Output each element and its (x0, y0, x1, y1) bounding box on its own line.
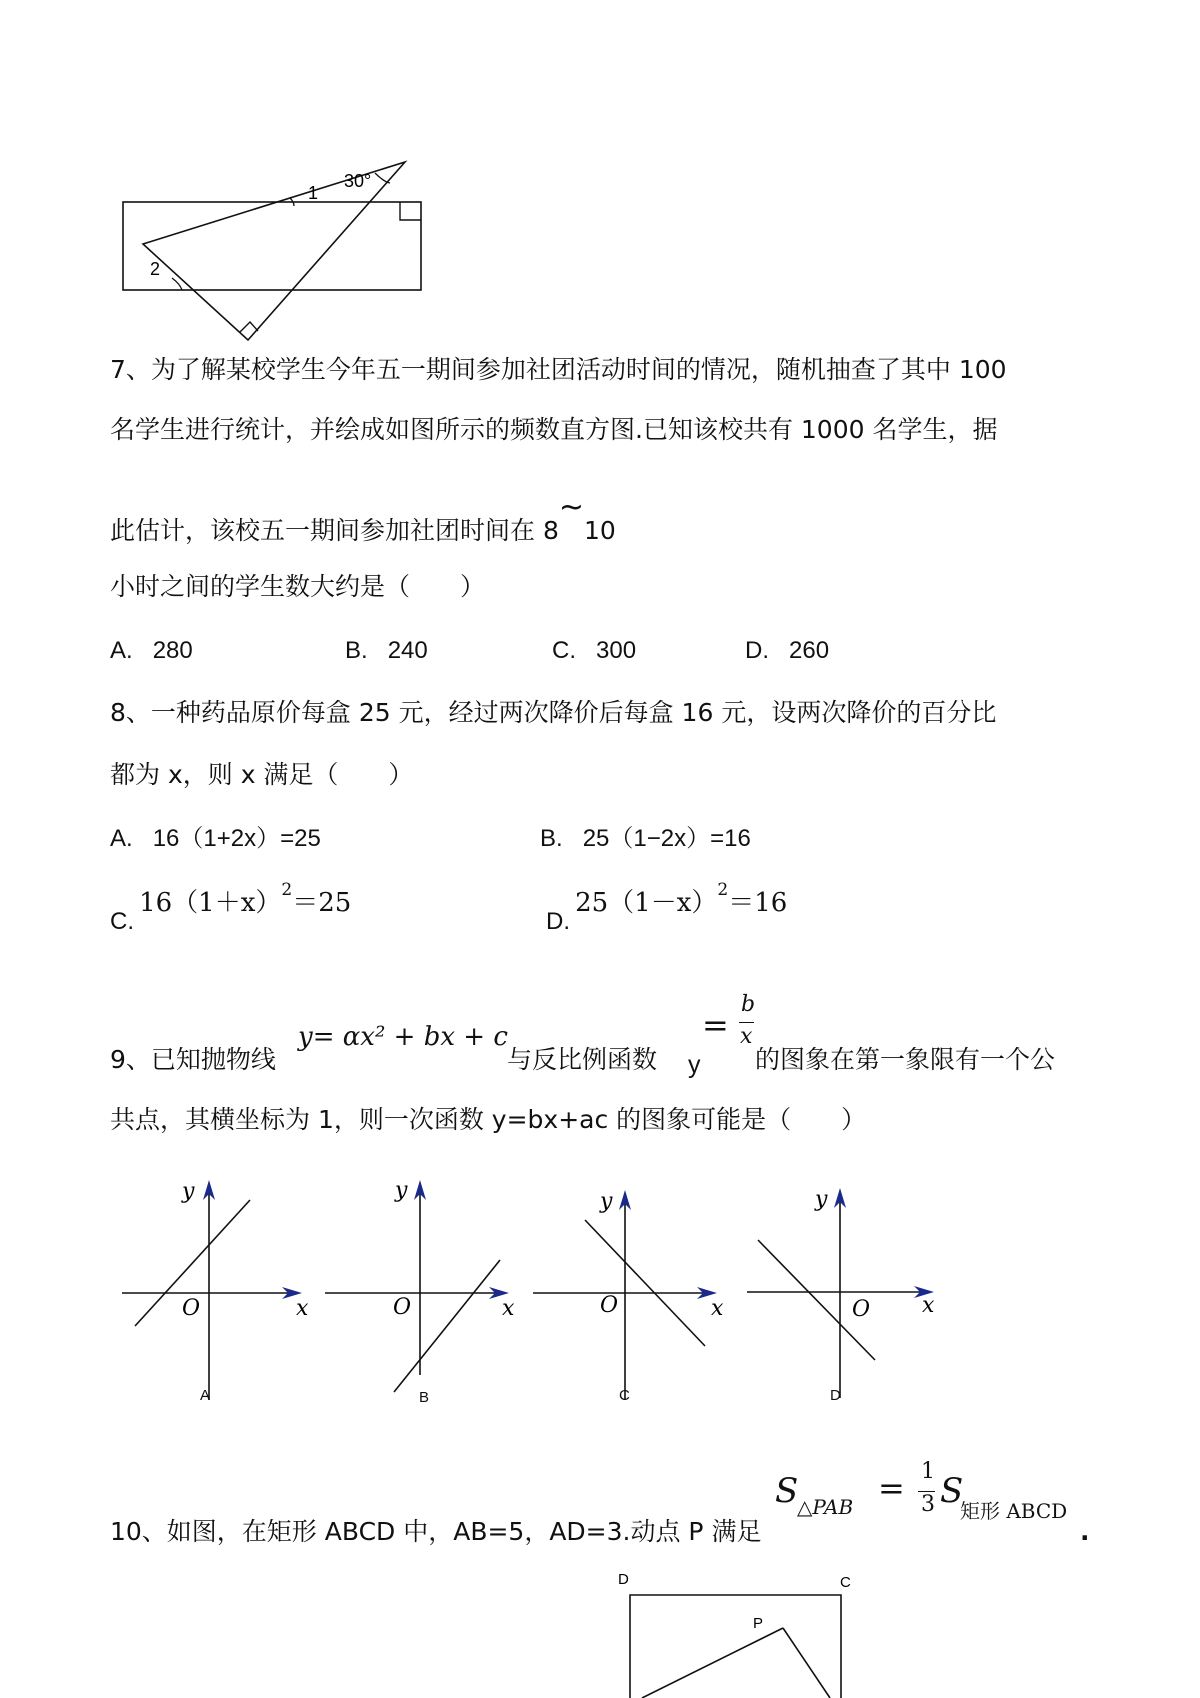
q6-triangle-right-angle-mark (240, 322, 258, 332)
q10-equals: = (878, 1469, 905, 1507)
y-axis-label: y (182, 1179, 195, 1204)
q8-option-b[interactable]: B. 25（1−2x）=16 (540, 825, 751, 852)
q10-frac-den: 3 (921, 1492, 935, 1517)
q8-option-c[interactable] (110, 880, 352, 935)
q10-segment-pb (783, 1628, 830, 1698)
q7-line-3 (110, 490, 616, 546)
origin-label: O (393, 1295, 412, 1320)
q10-formula (775, 1459, 1095, 1535)
q7-option-b[interactable]: B. 240 (345, 637, 428, 664)
q6-angle-arc-2 (172, 278, 182, 290)
q9-y: y (688, 1051, 701, 1079)
x-axis-label: x (502, 1296, 515, 1321)
q8-option-d[interactable] (546, 880, 788, 935)
q7-option-c[interactable]: C. 300 (552, 637, 637, 664)
q7-option-a[interactable]: A. 280 (110, 637, 193, 664)
q8-option-a[interactable]: A. 16（1+2x）=25 (110, 825, 321, 852)
q8-option-d-formula: 25（1－x） (575, 888, 718, 918)
q9-graph-a-label: A (200, 1387, 211, 1404)
q7-line-1: 7、为了解某校学生今年五一期间参加社团活动时间的情况，随机抽查了其中 100 (110, 355, 1007, 384)
origin-label: O (182, 1296, 201, 1321)
q10-S2: S (940, 1471, 964, 1511)
q9-graph-d-label: D (830, 1387, 841, 1404)
q10-segment-ap (642, 1628, 783, 1698)
q9-graph-a[interactable] (110, 1170, 310, 1420)
q8-option-c-letter: C. (110, 908, 134, 935)
q9-prefix: 9、已知抛物线 (110, 1045, 276, 1074)
x-axis-label: x (296, 1296, 309, 1321)
q9-mid: 与反比例函数 (507, 1045, 658, 1074)
q9-suffix: 的图象在第一象限有一个公 (755, 1045, 1056, 1074)
x-axis-label: x (711, 1296, 724, 1321)
q9-graph-b[interactable] (320, 1170, 520, 1420)
y-axis-label: y (395, 1178, 408, 1203)
q8-line-1: 8、一种药品原价每盒 25 元，经过两次降价后每盒 16 元，设两次降价的百分比 (110, 698, 997, 727)
origin-label: O (852, 1297, 871, 1322)
q8-option-c-formula: 16（1＋x） (139, 888, 282, 918)
q6-rect-right-angle-mark (400, 202, 421, 220)
q8-option-d-sup: 2 (717, 880, 729, 900)
q7-option-d-text: 260 (789, 637, 830, 664)
y-axis-label: y (600, 1189, 613, 1214)
q8-option-d-letter: D. (546, 908, 570, 935)
q7-line-3-text: 此估计，该校五一期间参加社团时间在 8 (110, 516, 559, 545)
graph-line (585, 1220, 705, 1346)
q7-line-4: 小时之间的学生数大约是（ ） (110, 572, 486, 601)
graph-line (394, 1260, 500, 1392)
q7-option-b-text: 240 (387, 637, 428, 664)
q9-frac-line (739, 1022, 754, 1023)
q9-equals: = (702, 1006, 729, 1044)
q10-frac-num: 1 (921, 1459, 935, 1484)
q10-label-P: P (753, 1615, 764, 1632)
x-axis-label: x (922, 1293, 935, 1318)
q8-option-a-text: 16（1+2x）=25 (152, 825, 321, 852)
q9-frac-num: b (741, 992, 756, 1017)
q6-label-2: 2 (150, 259, 161, 279)
q9-graph-c-label: C (619, 1387, 630, 1404)
q10-S1: S (775, 1471, 799, 1511)
q6-label-30: 30° (344, 171, 372, 191)
q9-frac-den: x (740, 1024, 753, 1049)
y-axis-label: y (815, 1187, 828, 1212)
q6-label-1: 1 (308, 183, 319, 203)
q7-tilde: ~ (558, 490, 584, 525)
q9-line-2: 共点，其横坐标为 1，则一次函数 y=bx+ac 的图象可能是（ ） (110, 1105, 867, 1134)
q9-graph-c[interactable] (525, 1170, 725, 1420)
q9-graph-b-label: B (419, 1389, 430, 1406)
q8-line-2: 都为 x，则 x 满足（ ） (110, 760, 414, 789)
q10-sub2: 矩形 ABCD (960, 1499, 1068, 1523)
q10-figure (600, 1565, 880, 1698)
q8-option-c-rhs: ＝25 (292, 888, 352, 918)
q8-option-c-sup: 2 (281, 880, 293, 900)
q6-figure (100, 150, 440, 350)
q7-line-3-end: 10 (584, 516, 616, 545)
q10-label-D: D (618, 1571, 629, 1588)
q8-option-d-rhs: ＝16 (728, 888, 788, 918)
q10-period: . (1080, 1517, 1090, 1546)
q9-parabola-formula: y= αx² + bx + c (298, 1022, 508, 1052)
q10-text: 10、如图，在矩形 ABCD 中，AB=5，AD=3.动点 P 满足 (110, 1517, 762, 1546)
q10-label-C: C (840, 1574, 851, 1591)
q7-line-2: 名学生进行统计，并绘成如图所示的频数直方图.已知该校共有 1000 名学生，据 (110, 415, 998, 444)
q8-option-b-text: 25（1−2x）=16 (582, 825, 751, 852)
q9-graph-d[interactable] (735, 1170, 955, 1420)
q10-rectangle (630, 1595, 841, 1698)
q7-option-d[interactable]: D. 260 (745, 637, 830, 664)
origin-label: O (600, 1293, 619, 1318)
q7-option-c-text: 300 (596, 637, 637, 664)
q6-rectangle (123, 202, 421, 290)
q10-sub1: △PAB (797, 1495, 854, 1519)
q7-option-a-text: 280 (152, 637, 193, 664)
